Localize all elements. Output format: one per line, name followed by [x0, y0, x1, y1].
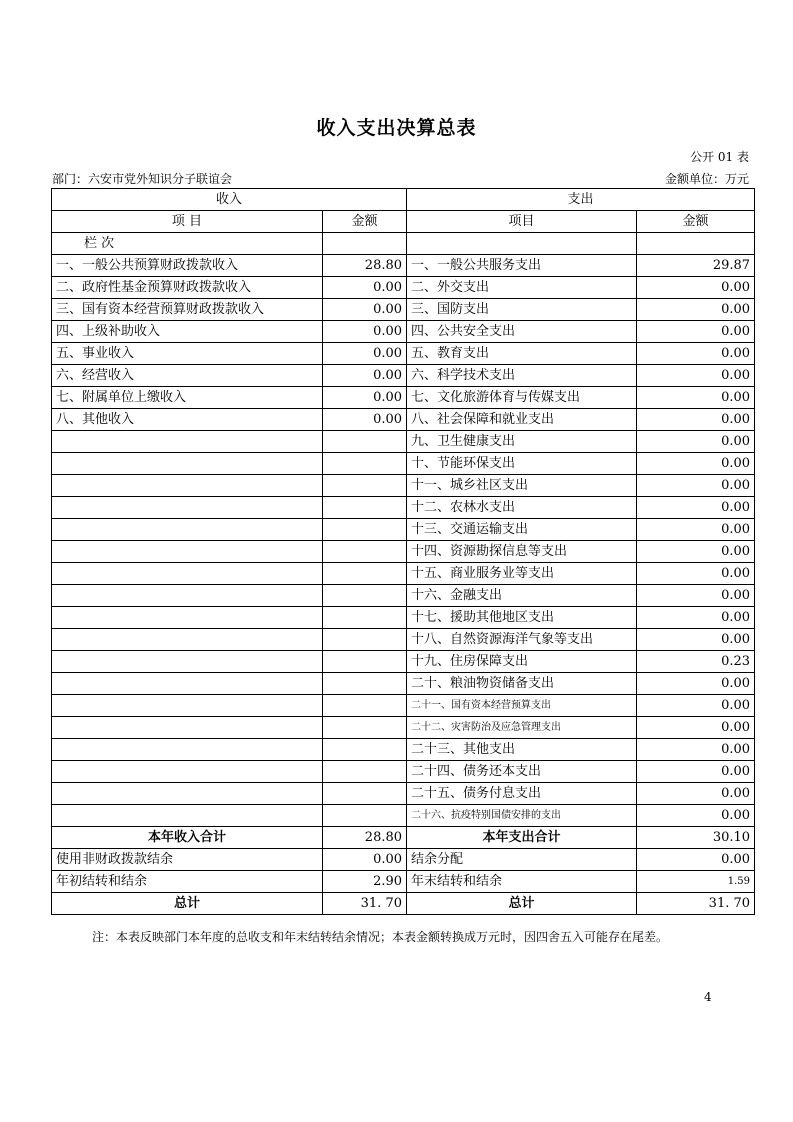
income-item-label: [52, 695, 323, 717]
column-order-row: [52, 233, 755, 255]
expense-item-label: 十六、金融支出: [407, 585, 637, 607]
nonfiscal-row: [52, 849, 755, 871]
year-total-row: [52, 827, 755, 849]
income-item-label: 七、附属单位上缴收入: [52, 387, 323, 409]
table-row: [52, 739, 755, 761]
expense-item-value: 0.00: [637, 563, 755, 585]
expense-item-label: 十四、资源勘探信息等支出: [407, 541, 637, 563]
expense-item-label: 二十五、债务付息支出: [407, 783, 637, 805]
section-header-row: [52, 189, 755, 211]
page-number: 4: [704, 990, 712, 1004]
table-row: [52, 695, 755, 717]
expense-item-label: 二十、粮油物资储备支出: [407, 673, 637, 695]
income-item-value: [323, 475, 407, 497]
expense-item-label: 四、公共安全支出: [407, 321, 637, 343]
income-item-label: [52, 651, 323, 673]
expense-item-label: 十二、农林水支出: [407, 497, 637, 519]
expense-item-label: 九、卫生健康支出: [407, 431, 637, 453]
budget-summary-table: [51, 188, 755, 915]
income-item-label: [52, 519, 323, 541]
column-order-cell: [323, 233, 407, 255]
income-item-label: [52, 739, 323, 761]
end-balance-label: 年末结转和结余: [407, 871, 637, 893]
expense-item-value: 0.00: [637, 299, 755, 321]
income-item-label: 四、上级补助收入: [52, 321, 323, 343]
column-order-cell: [637, 233, 755, 255]
carryover-row: [52, 871, 755, 893]
expense-item-label: 十一、城乡社区支出: [407, 475, 637, 497]
expense-item-label: 十三、交通运输支出: [407, 519, 637, 541]
expense-item-value: 0.23: [637, 651, 755, 673]
income-item-value: 0.00: [323, 343, 407, 365]
income-item-label: [52, 541, 323, 563]
expense-item-value: 0.00: [637, 277, 755, 299]
table-row: [52, 541, 755, 563]
table-row: [52, 651, 755, 673]
expense-item-value: 0.00: [637, 695, 755, 717]
expense-item-value: 0.00: [637, 409, 755, 431]
expense-item-value: 0.00: [637, 629, 755, 651]
income-item-label: 一、一般公共预算财政拨款收入: [52, 255, 323, 277]
income-item-label: [52, 585, 323, 607]
expense-item-header: 项目: [407, 211, 637, 233]
expense-item-value: 0.00: [637, 717, 755, 739]
expense-item-value: 0.00: [637, 607, 755, 629]
expense-item-label: 十八、自然资源海洋气象等支出: [407, 629, 637, 651]
income-item-label: [52, 431, 323, 453]
income-item-value: [323, 541, 407, 563]
expense-item-label: 二十六、抗疫特别国债安排的支出: [407, 805, 637, 827]
expense-item-value: 0.00: [637, 541, 755, 563]
table-row: [52, 299, 755, 321]
income-item-value: 0.00: [323, 321, 407, 343]
expense-item-label: 八、社会保障和就业支出: [407, 409, 637, 431]
income-item-value: [323, 607, 407, 629]
expense-item-value: 0.00: [637, 453, 755, 475]
expense-item-value: 0.00: [637, 343, 755, 365]
expense-item-value: 0.00: [637, 761, 755, 783]
table-row: [52, 563, 755, 585]
expense-item-label: 十九、住房保障支出: [407, 651, 637, 673]
income-item-label: [52, 497, 323, 519]
page-title: 收入支出决算总表: [316, 117, 477, 139]
income-item-value: [323, 563, 407, 585]
grand-total-label-expense: 总计: [407, 893, 637, 915]
column-order-cell: [407, 233, 637, 255]
grand-total-income-value: 31. 70: [323, 893, 407, 915]
expense-item-label: 二、外交支出: [407, 277, 637, 299]
amount-unit-label: 金额单位：万元: [664, 172, 749, 186]
distribution-label: 结余分配: [407, 849, 637, 871]
expense-item-value: 0.00: [637, 783, 755, 805]
income-item-value: [323, 629, 407, 651]
income-item-label: [52, 453, 323, 475]
table-row: [52, 519, 755, 541]
income-item-value: 0.00: [323, 387, 407, 409]
income-item-label: 五、事业收入: [52, 343, 323, 365]
income-item-label: [52, 673, 323, 695]
table-row: [52, 629, 755, 651]
income-item-value: 0.00: [323, 409, 407, 431]
income-item-label: 三、国有资本经营预算财政拨款收入: [52, 299, 323, 321]
expense-item-label: 二十四、债务还本支出: [407, 761, 637, 783]
table-row: [52, 585, 755, 607]
year-expense-total-value: 30.10: [637, 827, 755, 849]
grand-total-row: [52, 893, 755, 915]
income-item-label: 八、其他收入: [52, 409, 323, 431]
expense-item-label: 十七、援助其他地区支出: [407, 607, 637, 629]
expense-item-value: 0.00: [637, 585, 755, 607]
table-row: [52, 783, 755, 805]
expense-item-label: 一、一般公共服务支出: [407, 255, 637, 277]
grand-total-expense-value: 31. 70: [637, 893, 755, 915]
income-item-value: [323, 761, 407, 783]
expense-item-value: 0.00: [637, 739, 755, 761]
income-item-value: [323, 805, 407, 827]
expense-item-value: 0.00: [637, 673, 755, 695]
expense-item-value: 0.00: [637, 475, 755, 497]
income-item-label: [52, 563, 323, 585]
end-balance-value: 1.59: [637, 871, 755, 893]
table-row: [52, 321, 755, 343]
income-item-label: [52, 805, 323, 827]
table-row: [52, 607, 755, 629]
expense-item-value: 0.00: [637, 365, 755, 387]
expense-item-label: 六、科学技术支出: [407, 365, 637, 387]
income-item-value: [323, 453, 407, 475]
begin-balance-value: 2.90: [323, 871, 407, 893]
expense-item-value: 0.00: [637, 431, 755, 453]
distribution-value: 0.00: [637, 849, 755, 871]
expense-item-label: 二十二、灾害防治及应急管理支出: [407, 717, 637, 739]
expense-item-value: 0.00: [637, 519, 755, 541]
income-item-value: 0.00: [323, 299, 407, 321]
table-row: [52, 365, 755, 387]
income-item-value: [323, 673, 407, 695]
income-item-label: [52, 629, 323, 651]
table-row: [52, 343, 755, 365]
table-row: [52, 673, 755, 695]
year-income-total-value: 28.80: [323, 827, 407, 849]
expense-item-label: 十、节能环保支出: [407, 453, 637, 475]
income-amount-header: 金额: [323, 211, 407, 233]
table-row: [52, 431, 755, 453]
begin-balance-label: 年初结转和结余: [52, 871, 323, 893]
expense-item-value: 0.00: [637, 321, 755, 343]
expense-header: 支出: [407, 189, 755, 211]
column-order-label: 栏 次: [52, 233, 323, 255]
expense-amount-header: 金额: [637, 211, 755, 233]
expense-item-value: 29.87: [637, 255, 755, 277]
table-row: [52, 387, 755, 409]
table-row: [52, 497, 755, 519]
table-row: [52, 409, 755, 431]
footnote: 注：本表反映部门本年度的总收支和年末结转结余情况；本表金额转换成万元时，因四舍五入可能存在尾差。: [92, 930, 669, 944]
table-row: [52, 761, 755, 783]
income-item-header: 项 目: [52, 211, 323, 233]
expense-item-label: 三、国防支出: [407, 299, 637, 321]
income-item-label: [52, 475, 323, 497]
expense-item-label: 七、文化旅游体育与传媒支出: [407, 387, 637, 409]
expense-item-label: 五、教育支出: [407, 343, 637, 365]
table-row: [52, 805, 755, 827]
expense-item-label: 二十一、国有资本经营预算支出: [407, 695, 637, 717]
income-item-label: 二、政府性基金预算财政拨款收入: [52, 277, 323, 299]
year-income-total-label: 本年收入合计: [52, 827, 323, 849]
income-item-label: [52, 717, 323, 739]
income-item-value: [323, 519, 407, 541]
nonfiscal-label: 使用非财政拨款结余: [52, 849, 323, 871]
table-row: [52, 475, 755, 497]
form-number: 公开 01 表: [690, 150, 749, 164]
expense-item-label: 二十三、其他支出: [407, 739, 637, 761]
table-row: [52, 453, 755, 475]
table-row: [52, 255, 755, 277]
income-item-value: [323, 717, 407, 739]
expense-item-value: 0.00: [637, 805, 755, 827]
income-item-value: 0.00: [323, 365, 407, 387]
income-item-label: 六、经营收入: [52, 365, 323, 387]
income-item-label: [52, 607, 323, 629]
income-item-value: [323, 497, 407, 519]
expense-item-label: 十五、商业服务业等支出: [407, 563, 637, 585]
expense-item-value: 0.00: [637, 387, 755, 409]
income-header: 收入: [52, 189, 407, 211]
year-expense-total-label: 本年支出合计: [407, 827, 637, 849]
income-item-value: [323, 585, 407, 607]
income-item-value: [323, 695, 407, 717]
grand-total-label: 总计: [52, 893, 323, 915]
nonfiscal-value: 0.00: [323, 849, 407, 871]
income-item-label: [52, 783, 323, 805]
table-row: [52, 277, 755, 299]
income-item-value: 28.80: [323, 255, 407, 277]
expense-item-value: 0.00: [637, 497, 755, 519]
income-item-value: [323, 431, 407, 453]
income-item-value: [323, 783, 407, 805]
income-item-value: [323, 651, 407, 673]
column-header-row: [52, 211, 755, 233]
table-row: [52, 717, 755, 739]
income-item-value: 0.00: [323, 277, 407, 299]
income-item-label: [52, 761, 323, 783]
department-label: 部门：六安市党外知识分子联谊会: [52, 172, 233, 186]
income-item-value: [323, 739, 407, 761]
